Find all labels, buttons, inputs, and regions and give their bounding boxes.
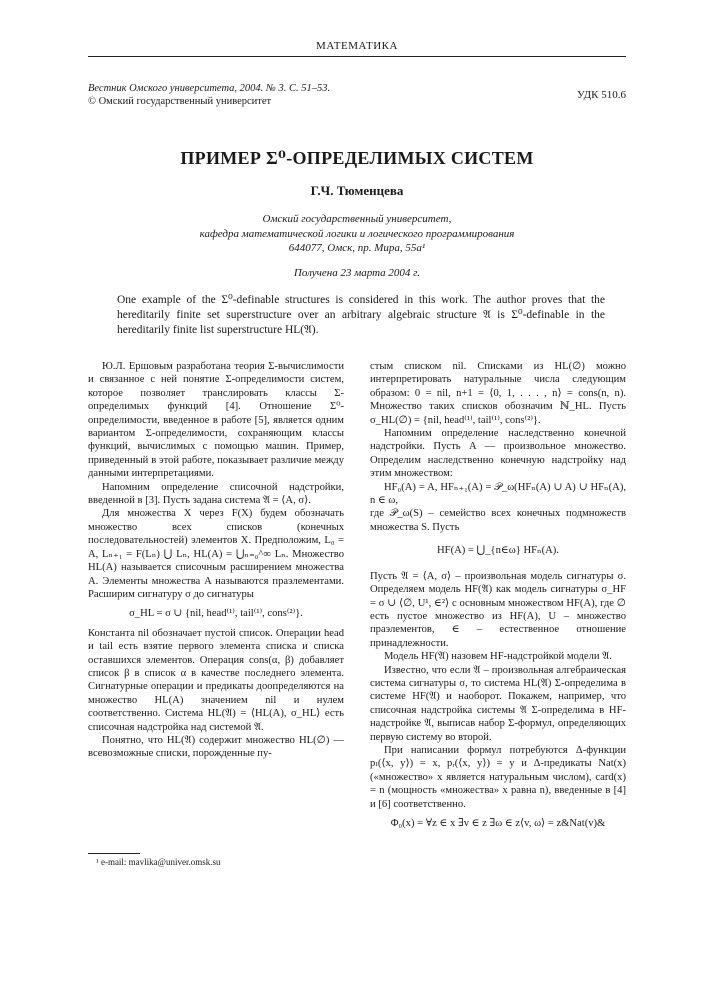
paragraph: HF₀(A) = A, HFₙ₊₁(A) = 𝒫_ω(HFₙ(A) ∪ A) ∪ HFₙ(A), n ∈ ω,: [370, 481, 626, 507]
affiliation-line: кафедра математической логики и логического программирования: [199, 227, 515, 240]
article-author: Г.Ч. Тюменцева: [310, 183, 404, 198]
paragraph: Ю.Л. Ершовым разработана теория Σ-вычислимости и связанное с ней понятие Σ-определимости систем, которое позволяет транслировать классы Σ-определимых функций [4]. Отношение Σ⁰-определимости, введенное в работе [5], является одним вариантом Σ-определимости, сохраняющим классы функций, вычислимых с помощью машин. Пример, приведенный в этой работе, показывает различие между данными интерпретациями.: [88, 361, 344, 480]
paragraph: При написании формул потребуются Δ-функции pₗ(⟨x, y⟩) = x, pᵣ(⟨x, y⟩) = y и Δ-предикаты Nat(x) («множество» x является натуральным числом), card(x) = n (мощность «множества» x равна n), введенные в [4] и [6] соответственно.: [370, 744, 626, 810]
display-formula: σ_HL = σ ∪ {nil, head⁽¹⁾, tail⁽¹⁾, cons⁽²⁾}.: [129, 608, 303, 620]
paragraph: Понятно, что HL(𝔄) содержит множество HL(∅) — всевозможные списки, порожденные пу-: [88, 734, 344, 760]
footnote: ¹ e-mail: mavlika@univer.omsk.su: [96, 857, 221, 867]
header-rule: [88, 56, 626, 57]
author-affiliation: [88, 212, 626, 256]
right-column: [370, 360, 626, 836]
journal-info: [88, 82, 330, 108]
display-formula: Φ₀(x) = ∀z ∈ x ∃v ∈ z ∃ω ∈ z⟨v, ω⟩ = z&Nat(v)&: [390, 818, 606, 829]
copyright-line: © Омский государственный университет: [88, 96, 272, 107]
paragraph: Модель HF(𝔄) назовем HF-надстройкой модели 𝔄.: [384, 651, 612, 663]
article-title: ПРИМЕР Σ⁰-ОПРЕДЕЛИМЫХ СИСТЕМ: [180, 148, 534, 168]
running-head: МАТЕМАТИКА: [316, 40, 398, 52]
paragraph: Напомним определение списочной надстройки, введенной в [3]. Пусть задана система 𝔄 = ⟨A, σ⟩.: [88, 481, 344, 507]
footnote-rule: [88, 853, 140, 854]
affiliation-line: 644077, Омск, пр. Мира, 55а¹: [288, 242, 426, 254]
paragraph: Для множества X через F(X) будем обозначать множество всех списков (конечных последовательностей) элементов X. Предположим, L₀ = A, Lₙ₊₁ = F(Lₙ) ⋃ Lₙ, HL(A) = ⋃ₙ₌₀^∞ Lₙ. Множество HL(A) называется списочным расширением множества A. Элементы множества A называются праэлементами. Расширим сигнатуру σ до сигнатуры: [88, 508, 344, 600]
udc-code: УДК 510.6: [576, 89, 626, 101]
journal-citation: Вестник Омского университета, 2004. № 3. С. 51–53.: [88, 83, 331, 94]
paragraph: Известно, что если 𝔄 – произвольная алгебраическая система сигнатуры σ, то система HL(𝔄) Σ-определима в системе HF(𝔄) и наоборот. Покажем, например, что списочная надстройка системы 𝔄 Σ-определима в HF-надстройке 𝔄, выписав набор Σ-формул, определяющих первую систему во второй.: [370, 664, 626, 743]
paragraph: Пусть 𝔄 = ⟨A, σ⟩ – произвольная модель сигнатуры σ. Определяем модель HF(𝔄) как модель сигнатуры σ_HF = σ ∪ ⟨∅, U¹, ∈²⟩ с основным множеством HF(A), где ∅ есть пустое множество из HF(A), U – множество праэлементов, ∈ – естественное отношение принадлежности.: [370, 570, 626, 649]
paragraph: Напомним определение наследственно конечной надстройки. Пусть A — произвольное множество. Определим наследственно конечную надстройку над этим множеством:: [370, 428, 626, 480]
paragraph: стым списком nil. Списками из HL(∅) можно интерпретировать натуральные числа следующим образом: 0 = nil, n+1 = ⟨0, 1, . . . , n⟩ = cons(n, n). Множество таких списков обозначим ℕ_HL. Пусть σ_HL(∅) = {nil, head⁽¹⁾, tail⁽¹⁾, cons⁽²⁾}.: [370, 361, 626, 426]
left-column: [88, 360, 344, 761]
abstract: One example of the Σ⁰-definable structures is considered in this work. The author proves that the hereditarily finite set superstructure over an arbitrary algebraic structure 𝔄 is Σ⁰-definable in the hereditarily finite list superstructure HL(𝔄).: [117, 294, 605, 336]
paragraph: где 𝒫_ω(S) – семейство всех конечных подмножеств множества S. Пусть: [370, 508, 626, 533]
affiliation-line: Омский государственный университет,: [262, 213, 452, 225]
paragraph: Константа nil обозначает пустой список. Операции head и tail есть взятие первого элемента списка и списка оставшихся элементов. Операция cons(α, β) добавляет список β в список α в качестве последнего элемента. Сигнатурные операции и предикаты доопределяются на множество HL(A) значением nil и нулем соответственно. Система HL(𝔄) = ⟨HL(A), σ_HL⟩ есть списочная надстройка над системой 𝔄.: [88, 627, 344, 733]
display-formula: HF(A) = ⋃_{n∈ω} HFₙ(A).: [437, 545, 559, 557]
received-date: Получена 23 марта 2004 г.: [293, 267, 421, 279]
